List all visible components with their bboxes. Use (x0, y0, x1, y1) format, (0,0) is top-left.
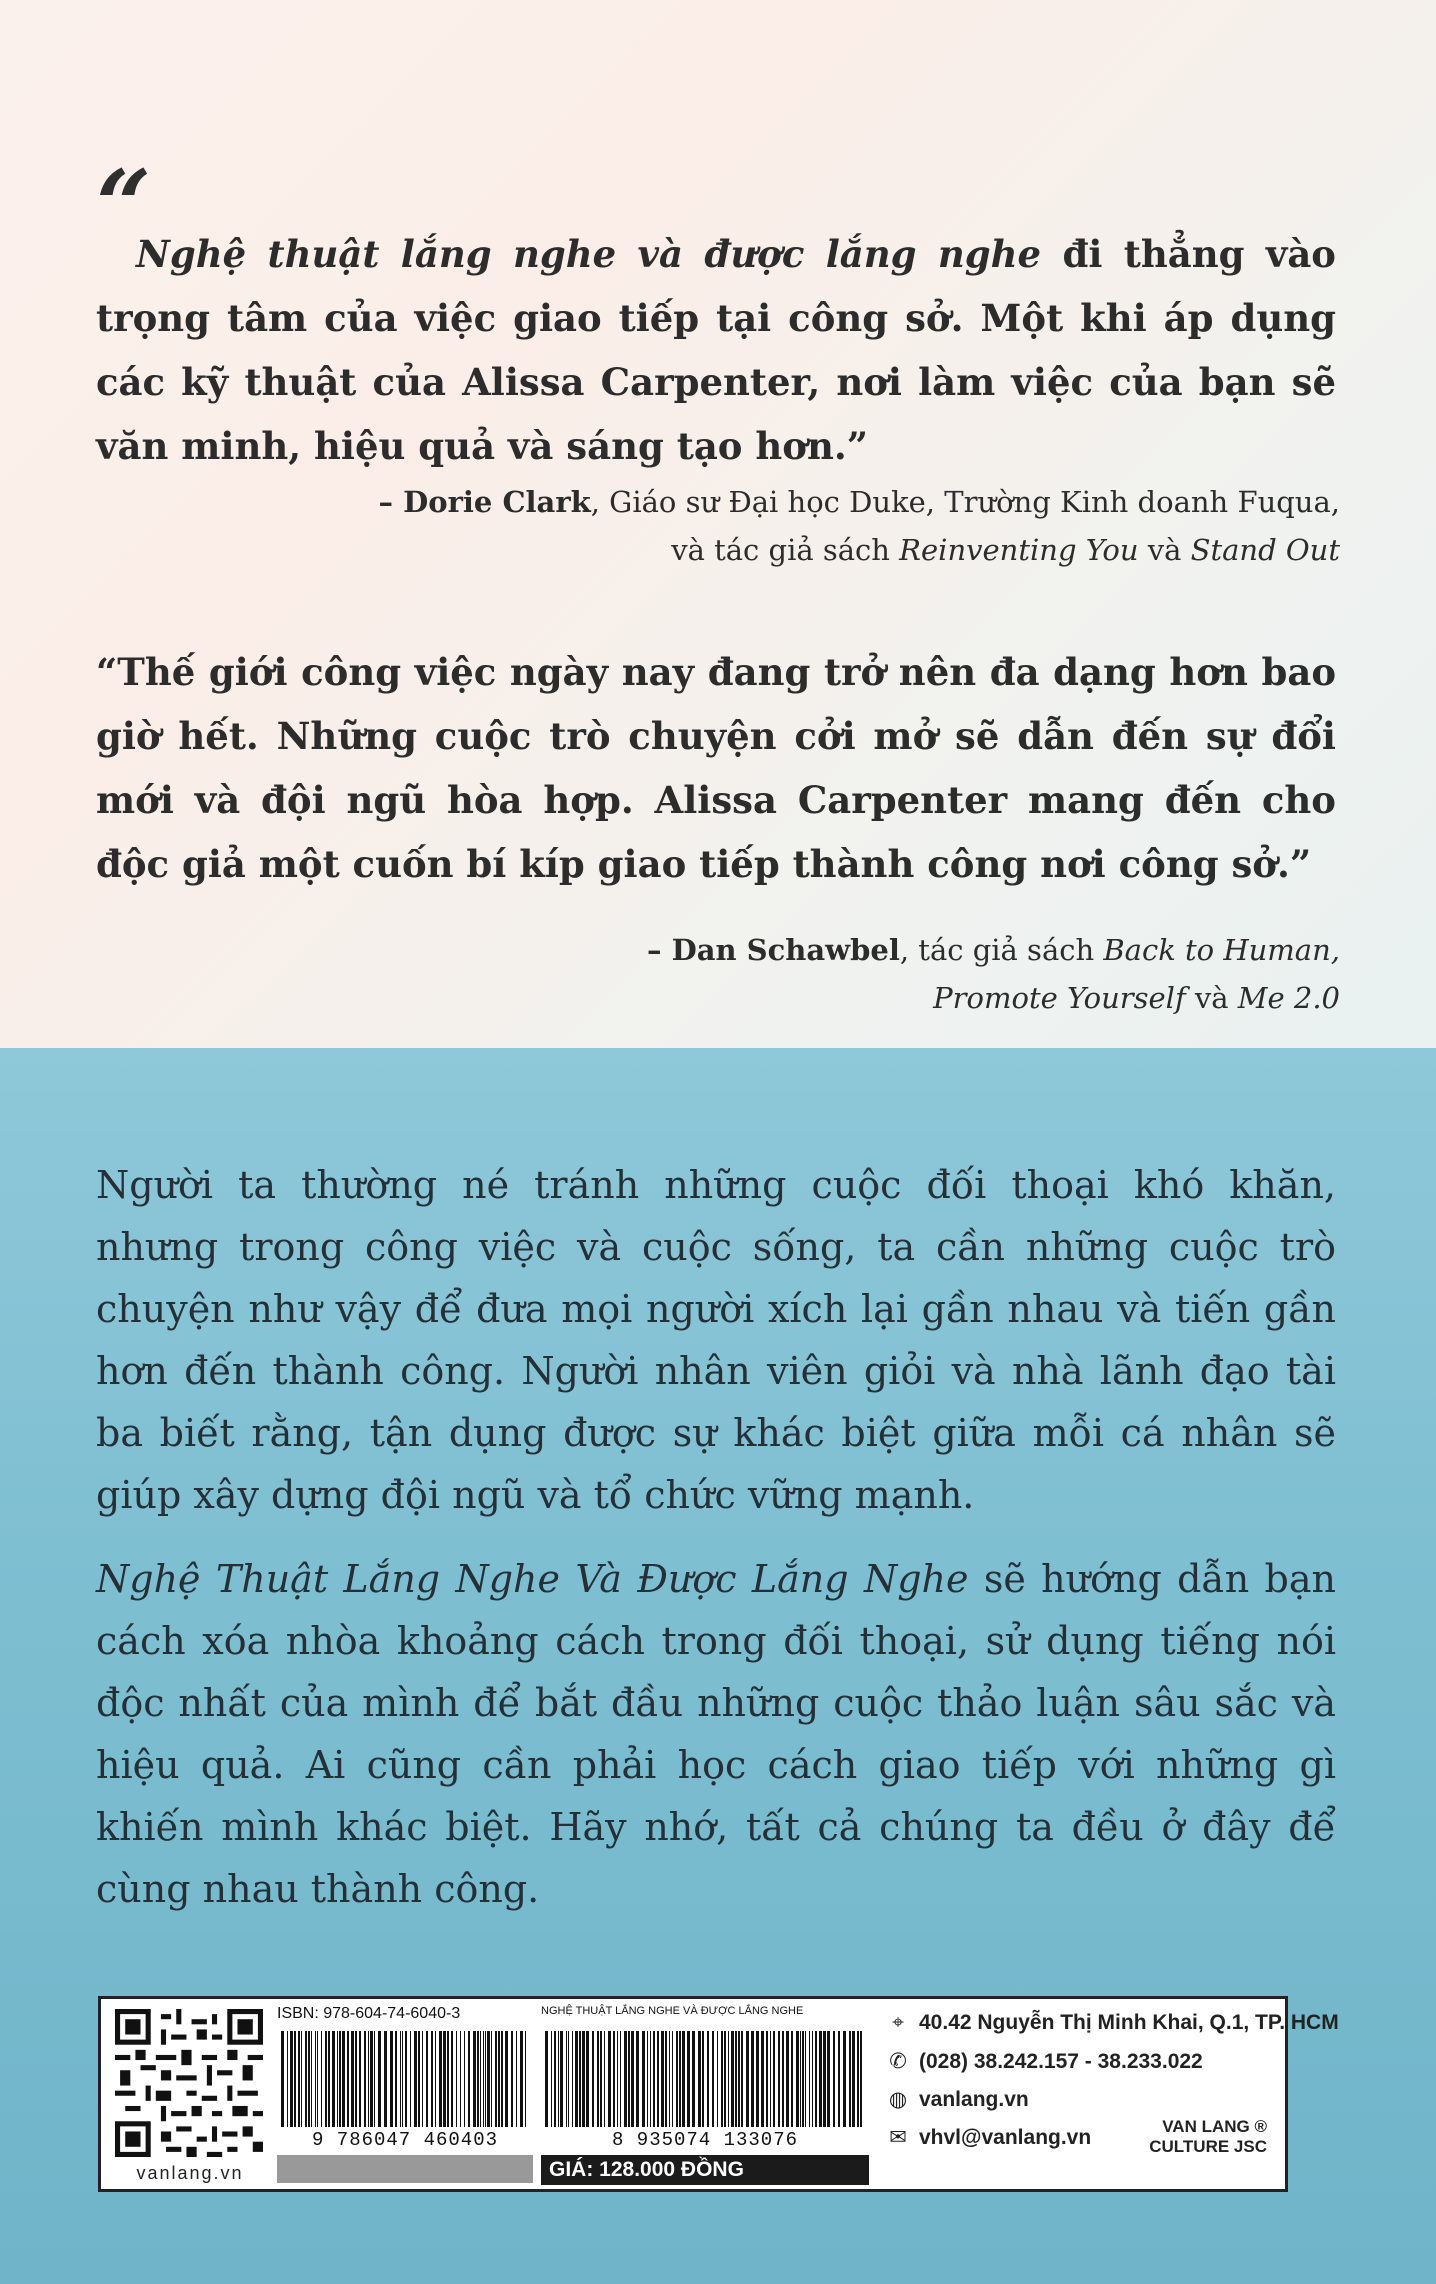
qr-code-icon (115, 2009, 263, 2157)
barcode-bar (477, 2031, 479, 2127)
barcode-bar (395, 2031, 397, 2127)
barcode-bar (849, 2031, 851, 2127)
barcode-bar (628, 2031, 630, 2127)
barcode-bar (728, 2031, 729, 2127)
barcode-bar (672, 2031, 673, 2127)
quote-dan-schawbel (96, 640, 1336, 896)
opening-quote-mark: “ (96, 149, 152, 262)
barcode-bar (435, 2031, 436, 2127)
barcode-bar (631, 2031, 634, 2127)
barcode-bar (698, 2031, 701, 2127)
blurb-p2-title: Nghệ Thuật Lắng Nghe Và Được Lắng Nghe (96, 1557, 969, 1601)
attribution-dorie-clark (379, 478, 1340, 574)
barcode-bar (298, 2031, 300, 2127)
barcode-bar (315, 2031, 316, 2127)
barcode-panel (98, 1996, 1339, 2192)
barcode-bar (422, 2031, 423, 2127)
address-text: 40.42 Nguyễn Thị Minh Khai, Q.1, TP. HCM (919, 2011, 1339, 2034)
mail-icon: ✉ (889, 2126, 907, 2149)
barcode-bar (447, 2031, 449, 2127)
barcode-bar (516, 2031, 517, 2127)
barcode-bar (665, 2031, 667, 2127)
barcode-bar (582, 2031, 585, 2127)
barcode-bar (647, 2031, 648, 2127)
barcode-bar (746, 2031, 749, 2127)
barcode-bar (317, 2031, 318, 2127)
barcode-bar (620, 2031, 621, 2127)
barcode-bar (809, 2031, 810, 2127)
barcode-bar (342, 2031, 345, 2127)
isbn-strip (277, 2155, 533, 2183)
barcode-bar (738, 2031, 740, 2127)
barcode-bar (468, 2031, 470, 2127)
barcode-bar (860, 2031, 862, 2127)
barcode-bar (676, 2031, 678, 2127)
blurb-p2-text: sẽ hướng dẫn bạn cách xóa nhòa khoảng cách trong đối thoại, sử dụng tiếng nói độc nhất của mình để bắt đầu những cuộc thảo luận sâu sắc và hiệu quả. Ai cũng cần phải học cách giao tiếp với những gì khiến mình khác biệt. Hãy nhớ, tất cả chúng ta đều ở đây để cùng nhau thành công. (96, 1557, 1336, 1911)
quote1-book-title: Nghệ thuật lắng nghe và được lắng nghe (136, 232, 1042, 276)
attr1-line1: , Giáo sư Đại học Duke, Trường Kinh doanh Fuqua, (590, 485, 1340, 519)
phone-icon: ✆ (889, 2050, 907, 2073)
barcode-bar (852, 2031, 855, 2127)
isbn-label: ISBN: 978-604-74-6040-3 (277, 2005, 461, 2022)
barcode-bar (707, 2031, 709, 2127)
website-row (887, 2087, 1029, 2112)
barcode-bar (560, 2031, 563, 2127)
address-row (887, 2011, 1339, 2035)
barcode-bar (495, 2031, 497, 2127)
barcode-bar (857, 2031, 859, 2127)
barcode-bar (301, 2031, 302, 2127)
barcode-bar (473, 2031, 476, 2127)
barcode-bar (608, 2031, 611, 2127)
logo-line1: VAN LANG ® (1162, 2117, 1267, 2136)
barcode-bar (766, 2031, 768, 2127)
phone-row (887, 2049, 1203, 2074)
barcode-bar (586, 2031, 589, 2127)
ean-barcode (541, 2005, 869, 2185)
barcode-bar (827, 2031, 830, 2127)
barcode-bar (321, 2031, 322, 2127)
website-text: vanlang.vn (919, 2088, 1029, 2111)
barcode-bar (483, 2031, 484, 2127)
ean-bars (541, 2031, 869, 2127)
barcode-bar (773, 2031, 775, 2127)
barcode-bar (812, 2031, 813, 2127)
barcode-bar (364, 2031, 366, 2127)
barcode-bar (735, 2031, 737, 2127)
barcode-bar (439, 2031, 442, 2127)
barcode-bar (281, 2031, 284, 2127)
barcode-bar (751, 2031, 754, 2127)
isbn-bars (277, 2031, 533, 2127)
barcode-bar (650, 2031, 651, 2127)
barcode-bar (731, 2031, 734, 2127)
barcode-bar (802, 2031, 804, 2127)
barcode-title: NGHỆ THUẬT LẮNG NGHE VÀ ĐƯỢC LẮNG NGHE (541, 2005, 804, 2017)
barcode-bar (485, 2031, 486, 2127)
barcode-bar (724, 2031, 726, 2127)
email-row (887, 2125, 1091, 2150)
barcode-bar (653, 2031, 655, 2127)
barcode-bar (761, 2031, 764, 2127)
qr-caption: vanlang.vn (136, 2163, 244, 2183)
barcode-bar (604, 2031, 605, 2127)
barcode-bar (819, 2031, 822, 2127)
attr2-name: – Dan Schawbel (646, 933, 900, 967)
barcode-bar (712, 2031, 714, 2127)
attr2-book2: Promote Yourself (933, 981, 1186, 1015)
barcode-bar (456, 2031, 457, 2127)
barcode-bar (431, 2031, 433, 2127)
barcode-bar (756, 2031, 759, 2127)
barcode-bar (525, 2031, 526, 2127)
barcode-bar (661, 2031, 664, 2127)
barcode-bar (311, 2031, 312, 2127)
quote1-text: đi thẳng vào trọng tâm của việc giao tiếp tại công sở. Một khi áp dụng các kỹ thuật của Alissa Carpenter, nơi làm việc của bạn sẽ văn minh, hiệu quả và sáng tạo hơn.” (96, 232, 1336, 468)
barcode-bar (337, 2031, 338, 2127)
barcode-bar (402, 2031, 403, 2127)
barcode-bar (572, 2031, 573, 2127)
barcode-bar (717, 2031, 718, 2127)
barcode-bar (800, 2031, 801, 2127)
barcode-bar (575, 2031, 578, 2127)
barcode-bar (287, 2031, 288, 2127)
barcode-bar (657, 2031, 659, 2127)
attr1-name: – Dorie Clark (378, 485, 591, 519)
barcode-bar (721, 2031, 723, 2127)
barcode-bar (290, 2031, 293, 2127)
quote2-text: “Thế giới công việc ngày nay đang trở nên đa dạng hơn bao giờ hết. Những cuộc trò chuyện cởi mở sẽ dẫn đến sự đổi mới và đội ngũ hòa hợp. Alissa Carpenter mang đến cho độc giả một cuốn bí kíp giao tiếp thành công nơi công sở.” (96, 650, 1336, 886)
barcode-bar (600, 2031, 602, 2127)
barcode-bar (682, 2031, 685, 2127)
attr1-book2: Stand Out (1190, 533, 1340, 567)
attr2-book1: Back to Human, (1103, 933, 1340, 967)
barcode-bar (782, 2031, 784, 2127)
barcode-bar (355, 2031, 357, 2127)
barcode-bar (579, 2031, 581, 2127)
barcode-bar (426, 2031, 428, 2127)
blurb-p1-text: Người ta thường né tránh những cuộc đối thoại khó khăn, nhưng trong công việc và cuộc sống, ta cần những cuộc trò chuyện như vậy để đưa mọi người xích lại gần nhau và tiến gần hơn đến thành công. Người nhân viên giỏi và nhà lãnh đạo tài ba biết rằng, tận dụng được sự khác biệt giữa mỗi cá nhân sẽ giúp xây dựng đội ngũ và tổ chức vững mạnh. (96, 1163, 1336, 1517)
email-text: vhvl@vanlang.vn (919, 2126, 1092, 2149)
barcode-bar (501, 2031, 503, 2127)
barcode-bar (770, 2031, 771, 2127)
barcode-bar (359, 2031, 361, 2127)
barcode-bar (815, 2031, 817, 2127)
blurb-paragraph-1 (96, 1154, 1336, 1526)
barcode-bar (451, 2031, 453, 2127)
attr2-line1: , tác giả sách (899, 933, 1104, 967)
barcode-bar (642, 2031, 645, 2127)
barcode-bar (480, 2031, 481, 2127)
barcode-bar (305, 2031, 307, 2127)
barcode-bar (823, 2031, 826, 2127)
barcode-bar (487, 2031, 490, 2127)
barcode-bar (443, 2031, 446, 2127)
barcode-bar (294, 2031, 296, 2127)
barcode-bar (566, 2031, 567, 2127)
barcode-bar (491, 2031, 492, 2127)
blurb-paragraph-2 (96, 1548, 1336, 1920)
barcode-bar (838, 2031, 840, 2127)
barcode-bar (636, 2031, 639, 2127)
barcode-bar (410, 2031, 411, 2127)
barcode-bar (332, 2031, 335, 2127)
barcode-bar (464, 2031, 465, 2127)
barcode-bar (597, 2031, 599, 2127)
barcode-bar (378, 2031, 381, 2127)
logo-line2: CULTURE JSC (1149, 2137, 1267, 2156)
barcode-bar (843, 2031, 846, 2127)
barcode-bar (545, 2031, 548, 2127)
globe-icon: ◍ (888, 2088, 908, 2111)
barcode-bar (679, 2031, 681, 2127)
barcode-bar (308, 2031, 310, 2127)
barcode-bar (805, 2031, 806, 2127)
location-icon: ⌖ (892, 2011, 904, 2034)
barcode-bar (368, 2031, 369, 2127)
barcode-bar (339, 2031, 341, 2127)
barcode-bar (692, 2031, 695, 2127)
attr1-book1: Reinventing You (899, 533, 1139, 567)
attr2-book3: Me 2.0 (1237, 981, 1340, 1015)
barcode-bar (568, 2031, 569, 2127)
barcode-bar (554, 2031, 556, 2127)
attr1-line2: và tác giả sách (671, 533, 900, 567)
barcode-bar (702, 2031, 704, 2127)
quote-dorie-clark (96, 222, 1336, 478)
barcode-bar (741, 2031, 743, 2127)
barcode-bar (460, 2031, 461, 2127)
barcode-bar (511, 2031, 513, 2127)
barcode-bar (390, 2031, 393, 2127)
barcode-bar (558, 2031, 559, 2127)
barcode-bar (347, 2031, 349, 2127)
barcode-bar (624, 2031, 627, 2127)
barcode-bar (414, 2031, 417, 2127)
barcode-bar (551, 2031, 552, 2127)
barcode-bar (405, 2031, 407, 2127)
barcode-bar (791, 2031, 793, 2127)
attr1-and: và (1138, 533, 1191, 567)
barcode-bar (384, 2031, 387, 2127)
barcode-bar (833, 2031, 835, 2127)
barcode-bar (328, 2031, 330, 2127)
barcode-bar (400, 2031, 401, 2127)
attribution-dan-schawbel (647, 926, 1340, 1022)
barcode-bar (617, 2031, 618, 2127)
barcode-bar (351, 2031, 354, 2127)
barcode-bar (592, 2031, 594, 2127)
barcode-bar (520, 2031, 523, 2127)
ean-digits: 8 935074 133076 (611, 2129, 799, 2151)
barcode-bar (687, 2031, 690, 2127)
barcode-bar (418, 2031, 420, 2127)
barcode-bar (374, 2031, 375, 2127)
barcode-bar (325, 2031, 327, 2127)
barcode-bar (778, 2031, 780, 2127)
price-label: GIÁ: 128.000 ĐỒNG (541, 2155, 869, 2185)
isbn-digits: 9 786047 460403 (311, 2129, 499, 2151)
attr2-and: và (1185, 981, 1238, 1015)
barcode-bar (613, 2031, 615, 2127)
barcode-bar (498, 2031, 500, 2127)
phone-text: (028) 38.242.157 - 38.233.022 (919, 2050, 1203, 2073)
barcode-bar (370, 2031, 373, 2127)
publisher-logo (1149, 2117, 1267, 2157)
barcode-bar (505, 2031, 508, 2127)
barcode-bar (669, 2031, 670, 2127)
barcode-bar (786, 2031, 789, 2127)
barcode-bar (796, 2031, 799, 2127)
isbn-barcode (277, 2005, 533, 2185)
